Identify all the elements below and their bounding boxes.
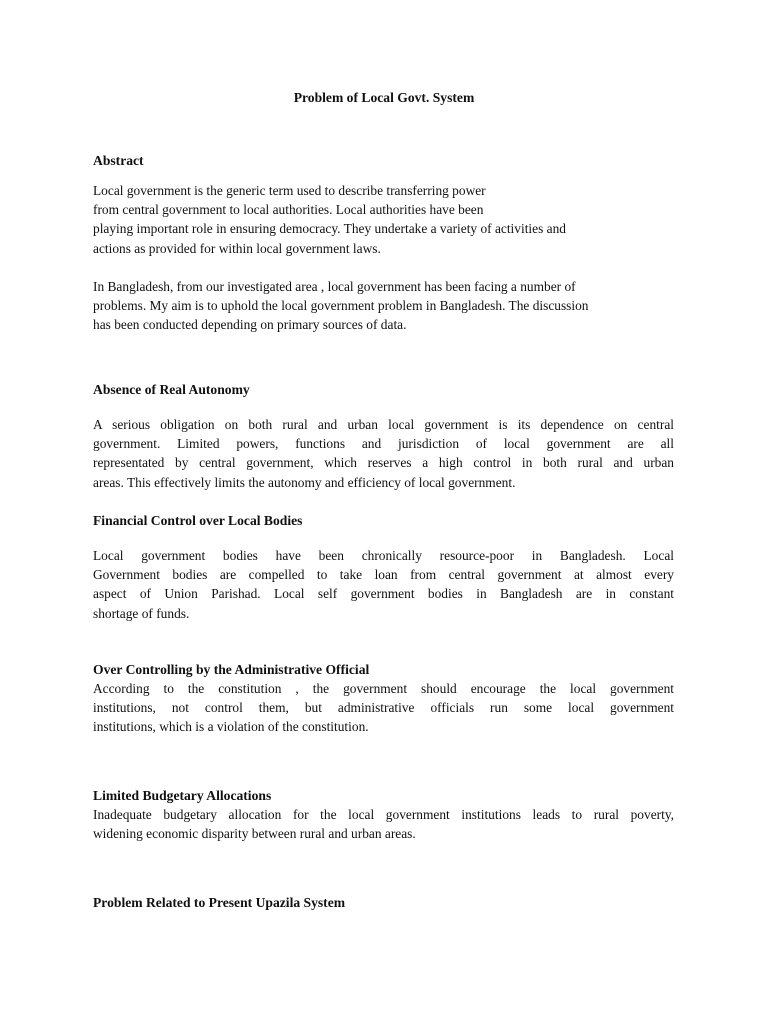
text-line: has been conducted depending on primary sources of data.	[93, 317, 407, 333]
text-line: A serious obligation on both rural and urban local government is its dependence on central	[93, 417, 674, 432]
text-line: widening economic disparity between rural and urban areas.	[93, 826, 416, 842]
section-heading-financial-control: Financial Control over Local Bodies	[93, 513, 303, 528]
text-line: Local government is the generic term used to describe transferring power	[93, 183, 486, 198]
abstract-paragraph-2	[93, 277, 674, 335]
text-line: from central government to local authorities. Local authorities have been	[93, 202, 484, 218]
document-title: Problem of Local Govt. System	[293, 90, 475, 105]
text-line: areas. This effectively limits the autonomy and efficiency of local government.	[93, 474, 516, 490]
section-heading-autonomy: Absence of Real Autonomy	[93, 382, 250, 397]
abstract-paragraph-1	[93, 181, 674, 258]
text-line: In Bangladesh, from our investigated area , local government has been facing a number of	[93, 279, 576, 294]
text-line: problems. My aim is to uphold the local government problem in Bangladesh. The discussion	[93, 298, 589, 314]
section-heading-abstract: Abstract	[93, 153, 144, 168]
financial-control-paragraph	[93, 546, 674, 623]
text-line: institutions, not control them, but administrative officials run some local government	[93, 700, 674, 716]
section-heading-upazila: Problem Related to Present Upazila System	[93, 895, 346, 910]
over-controlling-paragraph	[93, 679, 674, 737]
text-line: representated by central government, which reserves a high control in both rural and urban	[93, 455, 674, 471]
text-line: aspect of Union Parishad. Local self government bodies in Bangladesh are in constant	[93, 586, 674, 602]
text-line: government. Limited powers, functions and jurisdiction of local government are all	[93, 436, 674, 452]
text-line: actions as provided for within local government laws.	[93, 240, 381, 256]
text-line: playing important role in ensuring democracy. They undertake a variety of activities and	[93, 221, 566, 237]
budgetary-paragraph	[93, 805, 674, 843]
text-line: Local government bodies have been chronically resource-poor in Bangladesh. Local	[93, 548, 674, 563]
text-line: Inadequate budgetary allocation for the local government institutions leads to rural poverty,	[93, 807, 674, 822]
section-heading-over-controlling: Over Controlling by the Administrative Official	[93, 662, 370, 677]
text-line: shortage of funds.	[93, 605, 190, 621]
section-heading-budgetary: Limited Budgetary Allocations	[93, 788, 272, 803]
autonomy-paragraph	[93, 415, 674, 492]
text-line: According to the constitution , the government should encourage the local government	[93, 681, 674, 696]
text-line: Government bodies are compelled to take loan from central government at almost every	[93, 567, 674, 583]
text-line: institutions, which is a violation of the constitution.	[93, 719, 369, 735]
